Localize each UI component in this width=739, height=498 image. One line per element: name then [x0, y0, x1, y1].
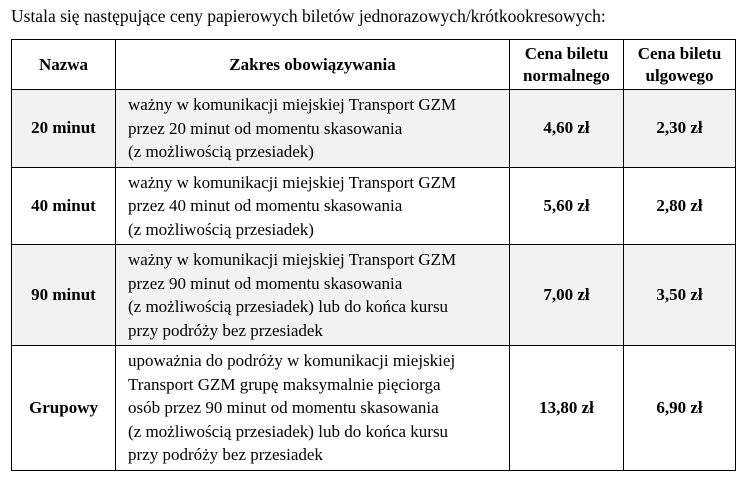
- ticket-name: 90 minut: [12, 245, 116, 346]
- scope-line: ważny w komunikacji miejskiej Transport GZM: [128, 250, 457, 269]
- ticket-scope: [116, 346, 510, 471]
- normal-price: 5,60 zł: [510, 167, 624, 245]
- scope-line: (z możliwością przesiadek) lub do końca kursu: [128, 421, 449, 441]
- reduced-price: 2,80 zł: [624, 167, 736, 245]
- table-row: [12, 167, 736, 245]
- ticket-price-table: [11, 39, 736, 471]
- table-row: [12, 245, 736, 346]
- header-name-label: Nazwa: [38, 54, 89, 74]
- ticket-name: 20 minut: [12, 90, 116, 168]
- header-reduced-line1: Cena biletu: [637, 43, 722, 63]
- scope-line: ważny w komunikacji miejskiej Transport GZM: [128, 172, 457, 192]
- header-normal-line1: Cena biletu: [524, 43, 609, 63]
- table-row: [12, 90, 736, 168]
- ticket-scope: [116, 167, 510, 245]
- intro-text: Ustala się następujące ceny papierowych biletów jednorazowych/krótkookresowych:: [11, 6, 606, 26]
- header-name: [12, 40, 116, 90]
- scope-line: (z możliwością przesiadek): [128, 142, 314, 161]
- scope-line: przy podróży bez przesiadek: [128, 445, 323, 464]
- ticket-scope: [116, 245, 510, 346]
- header-reduced-price: [624, 40, 736, 90]
- scope-line: przez 90 minut od momentu skasowania: [128, 273, 403, 293]
- table-row: [12, 346, 736, 471]
- reduced-price: 2,30 zł: [624, 90, 736, 168]
- header-normal-price: [510, 40, 624, 90]
- ticket-name: Grupowy: [12, 346, 116, 471]
- ticket-name: 40 minut: [12, 167, 116, 245]
- scope-line: ważny w komunikacji miejskiej Transport GZM: [128, 95, 457, 114]
- header-normal-line2: normalnego: [523, 65, 610, 85]
- ticket-scope: [116, 90, 510, 168]
- scope-line: przez 40 minut od momentu skasowania: [128, 196, 403, 215]
- normal-price: 13,80 zł: [510, 346, 624, 471]
- table-header-row: [12, 40, 736, 90]
- header-scope: [116, 40, 510, 90]
- scope-line: (z możliwością przesiadek) lub do końca kursu: [128, 297, 449, 316]
- normal-price: 7,00 zł: [510, 245, 624, 346]
- scope-line: Transport GZM grupę maksymalnie pięciorga: [128, 374, 441, 394]
- scope-line: przez 20 minut od momentu skasowania: [128, 118, 403, 138]
- scope-line: upoważnia do podróży w komunikacji miejskiej: [128, 351, 456, 370]
- reduced-price: 6,90 zł: [624, 346, 736, 471]
- scope-line: przy podróży bez przesiadek: [128, 320, 323, 340]
- header-reduced-line2: ulgowego: [645, 65, 714, 85]
- scope-line: osób przez 90 minut od momentu skasowania: [128, 398, 439, 417]
- normal-price: 4,60 zł: [510, 90, 624, 168]
- header-scope-label: Zakres obowiązywania: [229, 54, 396, 74]
- scope-line: (z możliwością przesiadek): [128, 219, 314, 239]
- reduced-price: 3,50 zł: [624, 245, 736, 346]
